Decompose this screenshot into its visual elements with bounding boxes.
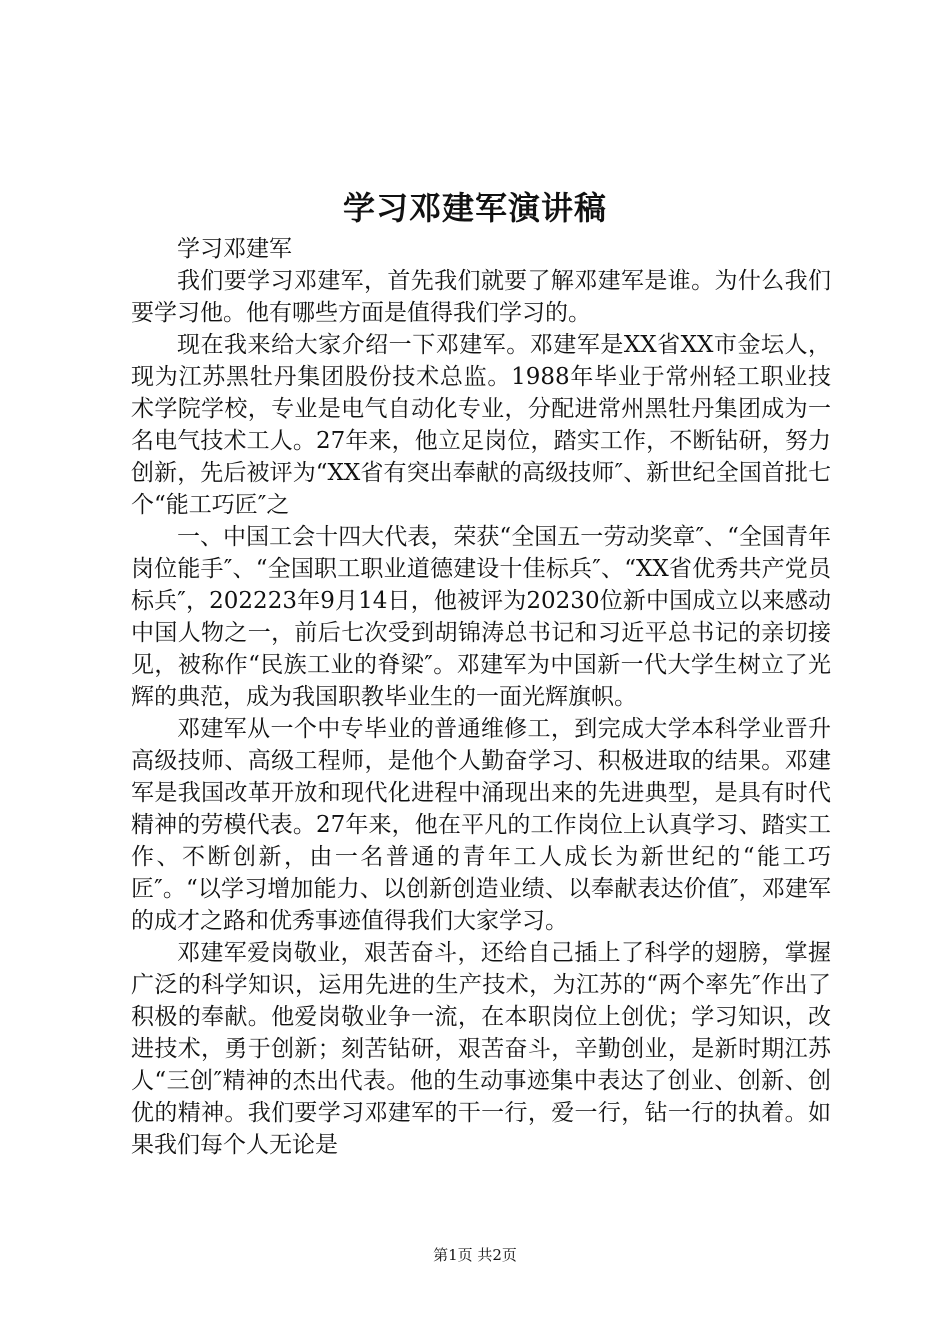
paragraph-growth: 邓建军从一个中专毕业的普通维修工，到完成大学本科学业晋升高级技师、高级工程师，是他个人勤奋学习、积极进取的结果。邓建军是我国改革开放和现代化进程中涌现出来的先进典型，是具有时代精神的劳模代表。27年来，他在平凡的工作岗位上认真学习、踏实工作、不断创新，由一名普通的青年工人成长为新世纪的“能工巧匠″。“以学习增加能力、以创新创造业绩、以奉献表达价值″，邓建军的成才之路和优秀事迹值得我们大家学习。 (131, 716, 831, 934)
paragraph-honors: 一、中国工会十四大代表，荣获“全国五一劳动奖章″、“全国青年岗位能手″、“全国职工职业道德建设十佳标兵″、“XX省优秀共产党员标兵″，202223年9月14日，他被评为20230位新中国成立以来感动中国人物之一，前后七次受到胡锦涛总书记和习近平总书记的亲切接见，被称作“民族工业的脊梁″。邓建军为中国新一代大学生树立了光辉的典范，成为我国职教毕业生的一面光辉旗帜。 (131, 524, 831, 710)
paragraph-introduction-deng: 现在我来给大家介绍一下邓建军。邓建军是XX省XX市金坛人，现为江苏黑牡丹集团股份技术总监。1988年毕业于常州轻工职业技术学院学校，专业是电气自动化专业，分配进常州黑牡丹集团成为一名电气技术工人。27年来，他立足岗位，踏实工作，不断钻研，努力创新，先后被评为“XX省有突出奉献的高级技师″、新世纪全国首批七个“能工巧匠″之 (131, 332, 831, 518)
document-title: 学习邓建军演讲稿 (342, 189, 607, 227)
paragraph-subtitle: 学习邓建军 (177, 236, 292, 262)
document-body (131, 233, 831, 1161)
page-footer: 第1页 共2页 (433, 1246, 517, 1264)
paragraph-dedication: 邓建军爱岗敬业，艰苦奋斗，还给自己插上了科学的翅膀，掌握广泛的科学知识，运用先进的生产技术，为江苏的“两个率先″作出了积极的奉献。他爱岗敬业争一流，在本职岗位上创优；学习知识，改进技术，勇于创新；刻苦钻研，艰苦奋斗，辛勤创业，是新时期江苏人“三创″精神的杰出代表。他的生动事迹集中表达了创业、创新、创优的精神。我们要学习邓建军的干一行，爱一行，钻一行的执着。如果我们每个人无论是 (131, 940, 831, 1158)
paragraph-intro: 我们要学习邓建军，首先我们就要了解邓建军是谁。为什么我们要学习他。他有哪些方面是值得我们学习的。 (131, 268, 831, 326)
